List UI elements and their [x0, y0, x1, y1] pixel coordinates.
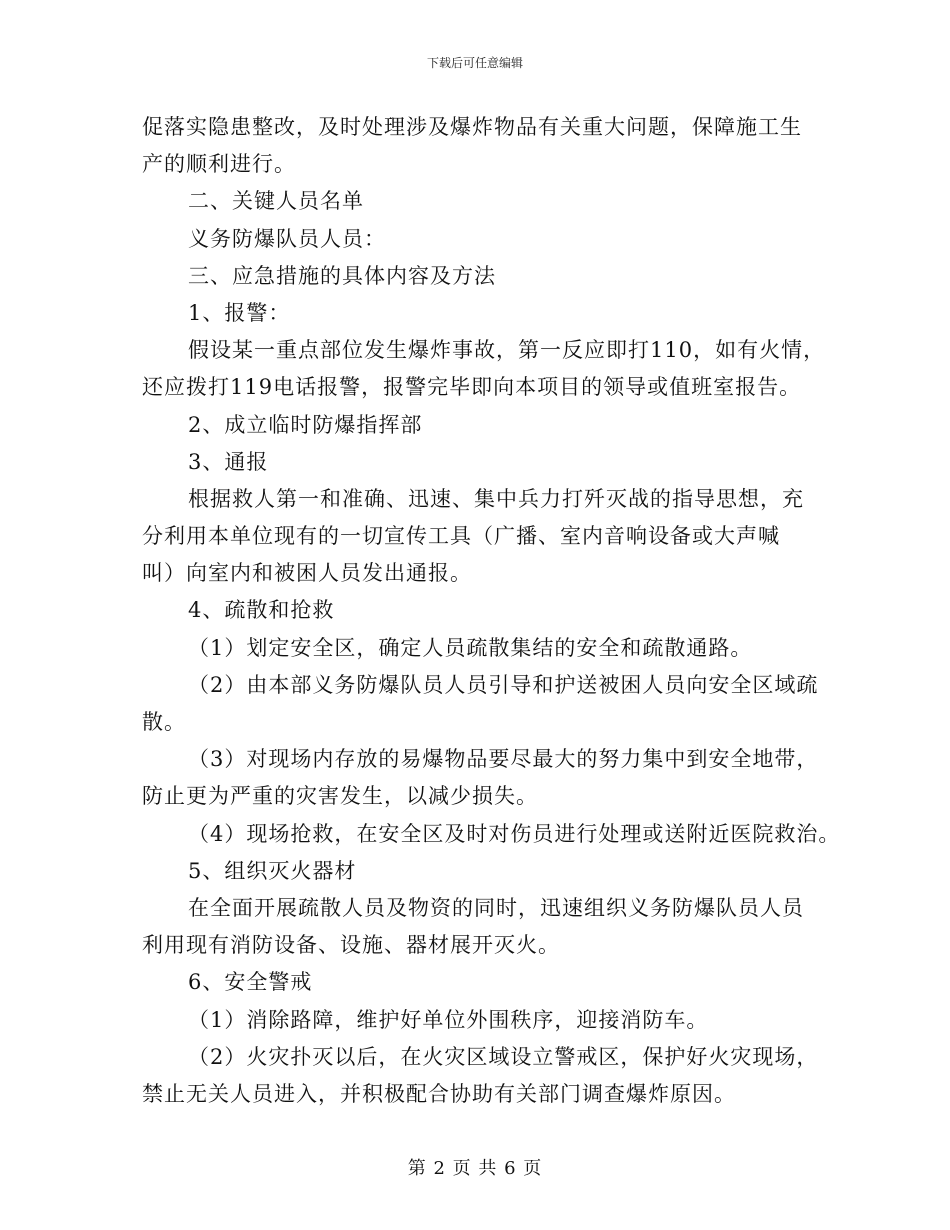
text-line: 散。 — [142, 710, 186, 734]
subsection-heading: 3、通报 — [188, 449, 269, 474]
subsection-heading: 6、安全警戒 — [188, 970, 313, 995]
text-line: 产的顺利进行。 — [142, 152, 296, 177]
subsection-heading: 4、疏散和抢救 — [188, 598, 335, 623]
page-footer: 第 2 页 共 6 页 — [407, 1158, 543, 1179]
text-line: 在全面开展疏散人员及物资的同时，迅速组织义务防爆队员人员 — [188, 895, 804, 920]
text-line: 分利用本单位现有的一切宣传工具（广播、室内音响设备或大声喊 — [142, 524, 780, 549]
subsection-heading: 2、成立临时防爆指挥部 — [188, 412, 423, 437]
subsection-heading: 1、报警： — [188, 300, 291, 325]
text-line: 义务防爆队员人员： — [188, 226, 386, 251]
text-line: 利用现有消防设备、设施、器材展开灭火。 — [142, 933, 560, 958]
section-heading: 三、应急措施的具体内容及方法 — [188, 263, 496, 288]
text-line: 防止更为严重的灾害发生，以减少损失。 — [142, 784, 538, 809]
section-heading: 二、关键人员名单 — [188, 189, 364, 214]
text-line: 根据救人第一和准确、迅速、集中兵力打歼灭战的指导思想，充 — [188, 486, 804, 511]
text-line: 促落实隐患整改，及时处理涉及爆炸物品有关重大问题，保障施工生 — [142, 115, 802, 139]
list-item: （1）消除路障，维护好单位外围秩序，迎接消防车。 — [188, 1007, 709, 1032]
text-line: 叫）向室内和被困人员发出通报。 — [142, 561, 472, 586]
page-header: 下载后可任意编辑 — [426, 56, 523, 70]
text-line: 还应拨打119电话报警，报警完毕即向本项目的领导或值班室报告。 — [142, 375, 802, 400]
list-item: （4）现场抢救，在安全区及时对伤员进行处理或送附近医院救治。 — [188, 821, 841, 846]
list-item: （2）由本部义务防爆队员人员引导和护送被困人员向安全区域疏 — [188, 672, 819, 697]
list-item: （2）火灾扑灭以后，在火灾区域设立警戒区，保护好火灾现场， — [188, 1044, 819, 1069]
subsection-heading: 5、组织灭火器材 — [188, 858, 357, 883]
list-item: （1）划定安全区，确定人员疏散集结的安全和疏散通路。 — [188, 635, 753, 660]
text-line: 禁止无关人员进入，并积极配合协助有关部门调查爆炸原因。 — [142, 1081, 736, 1106]
list-item: （3）对现场内存放的易爆物品要尽最大的努力集中到安全地带， — [188, 747, 819, 772]
document-body — [142, 109, 841, 1113]
text-line: 假设某一重点部位发生爆炸事故，第一反应即打110，如有火情， — [188, 338, 826, 363]
